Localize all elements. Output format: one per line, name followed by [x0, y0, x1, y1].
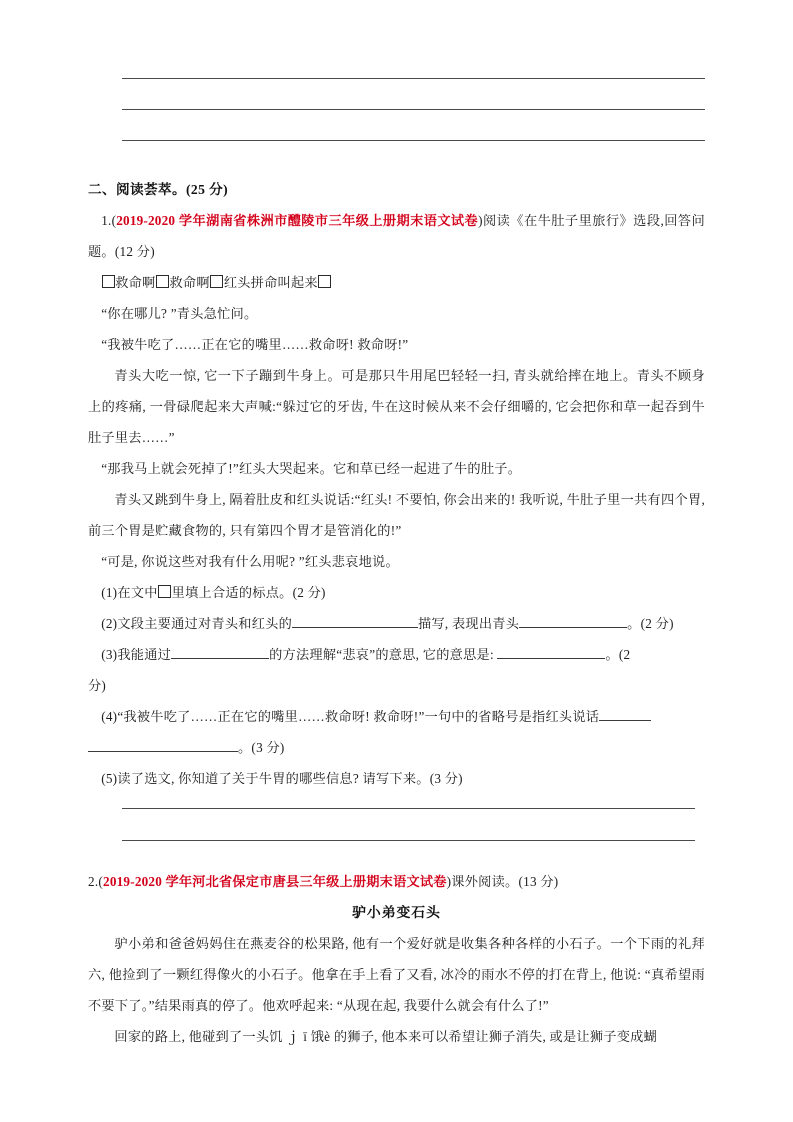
paren-close: ) [478, 213, 483, 228]
passage-line: “你在哪儿? ”青头急忙问。 [101, 306, 258, 321]
sub-question-3-text-c: 。(2 [605, 647, 631, 662]
top-answer-lines[interactable] [122, 78, 705, 171]
answer-rule[interactable] [122, 840, 695, 841]
answer-rule[interactable] [122, 808, 695, 809]
sub-question-5-text: 读了选文, 你知道了关于牛胃的哪些信息? 请写下来。(3 分) [117, 771, 463, 786]
answer-blank[interactable] [88, 738, 238, 752]
question-1-stem [88, 205, 705, 267]
paren-close: ) [446, 874, 452, 889]
section-heading: 二、阅读荟萃。(25 分) [88, 182, 228, 197]
sub-question-2-text-a: 文段主要通过对青头和红头的 [117, 616, 293, 631]
passage-title: 驴小弟变石头 [352, 905, 441, 920]
answer-blank[interactable] [519, 614, 627, 628]
sub-question-5 [88, 763, 705, 794]
sub-question-2-label: (2) [101, 616, 118, 631]
sub-question-2-text-c: 。(2 分) [627, 616, 674, 631]
passage-line: “我被牛吃了……正在它的嘴里……救命呀! 救命呀!” [101, 337, 409, 352]
sub-question-5-answer-lines[interactable] [122, 808, 695, 841]
answer-rule[interactable] [122, 109, 705, 110]
exam-source-label: 2019-2020 学年河北省保定市唐县三年级上册期末语文试卷 [103, 874, 447, 889]
sub-question-5-label: (5) [101, 771, 118, 786]
passage-paragraph: 驴小弟和爸爸妈妈住在燕麦谷的松果路, 他有一个爱好就是收集各种各样的小石子。一个下雨的礼拜六, 他捡到了一颗红得像火的小石子。他拿在手上看了又看, 冰冷的雨水不停的打在背上, 他说: “真希望雨不要下了。”结果雨真的停了。他欢呼起来: “从现在起, 我要什么就会有什么了!” [88, 936, 705, 1013]
question-1-number: 1. [101, 213, 112, 228]
sub-question-3 [88, 639, 705, 670]
sub-question-2-text-b: 描写, 表现出青头 [418, 616, 520, 631]
question-2-stem [88, 866, 705, 897]
sub-question-1 [88, 577, 705, 608]
sub-question-3-label: (3) [101, 647, 118, 662]
question-1-prompt: 阅读《在牛肚子里旅行》选 [482, 213, 647, 228]
answer-blank[interactable] [497, 645, 605, 659]
sub-question-4-text-b: 。(3 分) [238, 740, 285, 755]
question-1-prompt-tail: 段,回答问题。(12 分) [88, 213, 705, 259]
punctuation-box-icon[interactable] [158, 585, 171, 598]
passage-paragraph: 青头又跳到牛身上, 隔着肚皮和红头说话:“红头! 不要怕, 你会出来的! 我听说, 牛肚子里一共有四个胃, 前三个胃是贮藏食物的, 只有第四个胃才是管消化的!” [88, 492, 705, 538]
punctuation-box-icon[interactable] [210, 275, 223, 288]
sub-question-4-label: (4) [101, 709, 118, 724]
sub-question-4-wrap [88, 732, 705, 763]
passage-line: “可是, 你说这些对我有什么用呢? ”红头悲哀地说。 [101, 554, 399, 569]
passage-line: “那我马上就会死掉了!”红头大哭起来。它和草已经一起进了牛的肚子。 [101, 461, 522, 476]
sub-question-4-text-a: “我被牛吃了……正在它的嘴里……救命呀! 救命呀!”一句中的省略号是指红头说话 [117, 709, 600, 724]
passage-punctuation-line [88, 267, 705, 298]
paren-open: ( [98, 874, 104, 889]
paren-open: ( [111, 213, 117, 228]
passage-frag-3: 红头拼命叫起来 [223, 275, 318, 290]
sub-question-1-text-b: 里填上合适的标点。(2 分) [171, 585, 326, 600]
passage-paragraph: 青头大吃一惊, 它一下子蹦到牛身上。可是那只牛用尾巴轻轻一扫, 青头就给摔在地上。青头不顾身上的疼痛, 一骨碌爬起来大声喊:“躲过它的牙齿, 牛在这时候从来不会仔细嚼的, 它会把你和草一起吞到牛肚子里去……” [88, 368, 705, 445]
exam-source-label: 2019-2020 学年湖南省株洲市醴陵市三年级上册期末语文试卷 [116, 213, 479, 228]
passage-frag-2: 救命啊 [169, 275, 210, 290]
sub-question-4 [88, 701, 705, 732]
answer-rule[interactable] [122, 78, 705, 79]
punctuation-box-icon[interactable] [102, 275, 115, 288]
sub-question-2 [88, 608, 705, 639]
answer-blank[interactable] [292, 614, 418, 628]
answer-rule[interactable] [122, 140, 705, 141]
passage-paragraph: 回家的路上, 他碰到了一头饥 ｊ ī 饿è 的狮子, 他本来可以希望让狮子消失, 或是让狮子变成蝴 [114, 1029, 658, 1044]
question-2-number: 2. [88, 874, 99, 889]
sub-question-1-text-a: 在文中 [117, 585, 158, 600]
answer-blank[interactable] [599, 707, 651, 721]
answer-blank[interactable] [171, 645, 269, 659]
punctuation-box-icon[interactable] [156, 275, 169, 288]
passage-frag-1: 救命啊 [115, 275, 156, 290]
sub-question-3-text-a: 我能通过 [117, 647, 172, 662]
sub-question-3-text-b: 的方法理解“悲哀”的意思, 它的意思是: [269, 647, 498, 662]
sub-question-1-label: (1) [101, 585, 118, 600]
question-2-prompt: 课外阅读。(13 分) [451, 874, 559, 889]
punctuation-box-icon[interactable] [318, 275, 331, 288]
sub-question-3-wrap: 分) [88, 678, 107, 693]
